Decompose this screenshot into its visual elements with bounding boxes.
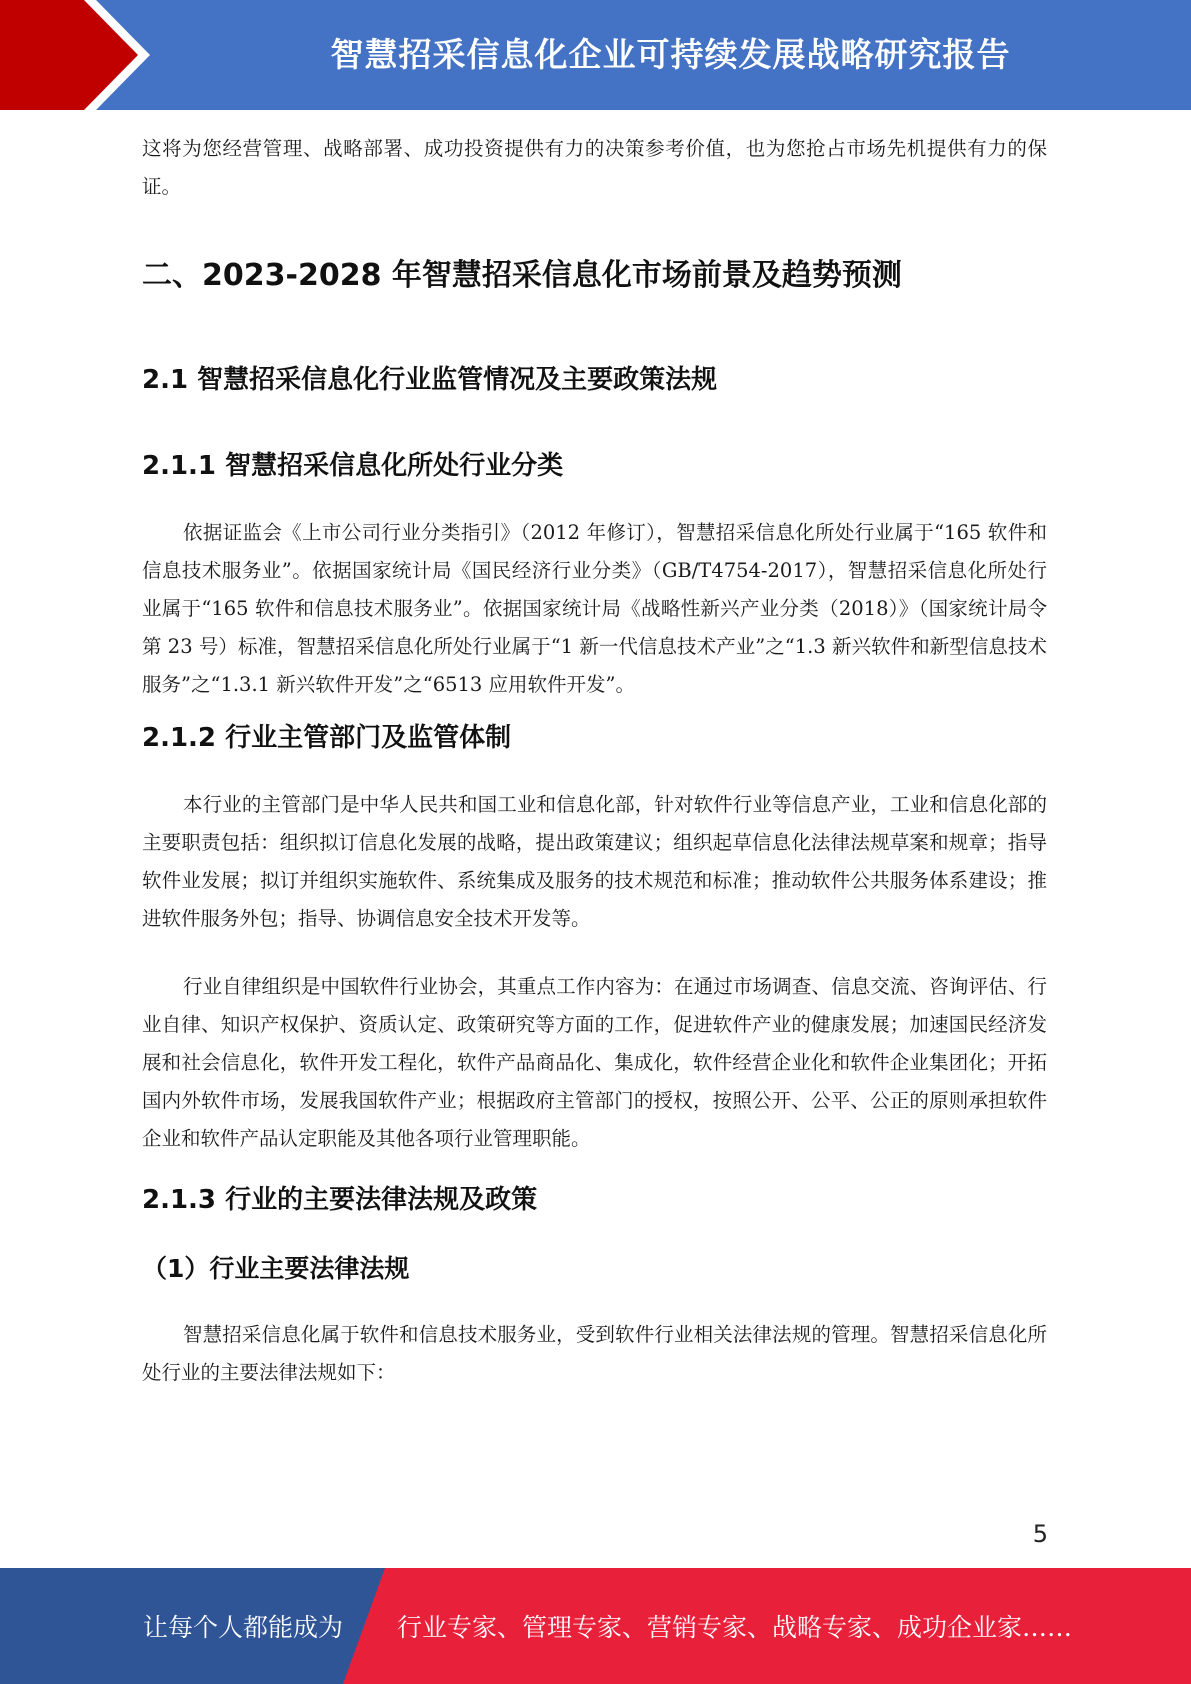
paragraph-laws: 智慧招采信息化属于软件和信息技术服务业，受到软件行业相关法律法规的管理。智慧招采信息化所处行业的主要法律法规如下： — [142, 1323, 1047, 1384]
page-header — [0, 0, 1191, 110]
subsection-heading-2-1-3: 2.1.3 行业的主要法律法规及政策 — [142, 1185, 538, 1215]
page-number: 5 — [1032, 1520, 1048, 1548]
subsection-heading-2-1-2: 2.1.2 行业主管部门及监管体制 — [142, 723, 512, 753]
page-content — [142, 130, 1047, 1392]
paragraph-regulator: 本行业的主管部门是中华人民共和国工业和信息化部，针对软件行业等信息产业，工业和信息化部的主要职责包括：组织拟订信息化发展的战略，提出政策建议；组织起草信息化法律法规草案和规章；指导软件业发展；拟订并组织实施软件、系统集成及服务的技术规范和标准；推动软件公共服务体系建设；推进软件服务外包；指导、协调信息安全技术开发等。 — [142, 793, 1047, 930]
subsection-heading-2-1: 2.1 智慧招采信息化行业监管情况及主要政策法规 — [142, 365, 718, 395]
item-heading-laws: （1）行业主要法律法规 — [142, 1254, 410, 1283]
subsection-heading-2-1-1: 2.1.1 智慧招采信息化所处行业分类 — [142, 451, 564, 481]
footer-slogan-right: 行业专家、管理专家、营销专家、战略专家、成功企业家…… — [397, 1613, 1073, 1642]
paragraph-industry-classification: 依据证监会《上市公司行业分类指引》（2012 年修订），智慧招采信息化所处行业属于“165 软件和信息技术服务业”。依据国家统计局《国民经济行业分类》（GB/T4754-2017），智慧招采信息化所处行业属于“165 软件和信息技术服务业”。依据国家统计局《战略性新兴产业分类（2018）》（国家统计局令第 23 号）标准，智慧招采信息化所处行业属于“1 新一代信息技术产业”之“1.3 新兴软件和新型信息技术服务”之“1.3.1 新兴软件开发”之“6513 应用软件开发”。 — [142, 521, 1047, 696]
section-heading: 二、2023-2028 年智慧招采信息化市场前景及趋势预测 — [142, 258, 902, 293]
paragraph-self-regulatory: 行业自律组织是中国软件行业协会，其重点工作内容为：在通过市场调查、信息交流、咨询评估、行业自律、知识产权保护、资质认定、政策研究等方面的工作，促进软件产业的健康发展；加速国民经济发展和社会信息化，软件开发工程化，软件产品商品化、集成化，软件经营企业化和软件企业集团化；开拓国内外软件市场，发展我国软件产业；根据政府主管部门的授权，按照公开、公平、公正的原则承担软件企业和软件产品认定职能及其他各项行业管理职能。 — [142, 975, 1047, 1150]
intro-paragraph: 这将为您经营管理、战略部署、成功投资提供有力的决策参考价值，也为您抢占市场先机提供有力的保证。 — [142, 137, 1047, 198]
report-title: 智慧招采信息化企业可持续发展战略研究报告 — [330, 35, 1011, 74]
footer-slogan-left: 让每个人都能成为 — [143, 1613, 344, 1642]
page-footer — [0, 1568, 1191, 1684]
